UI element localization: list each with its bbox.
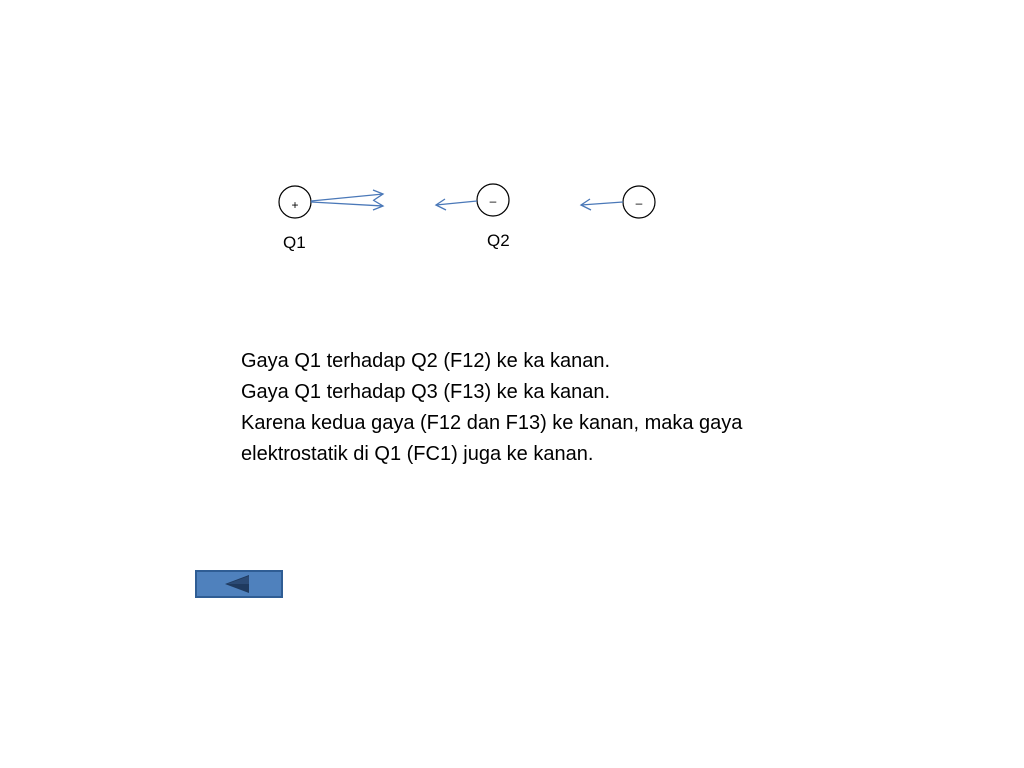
explanation-line-2: Gaya Q1 terhadap Q3 (F13) ke ka kanan. <box>241 381 611 403</box>
charge-q3 <box>623 186 655 218</box>
charge-q1 <box>279 186 311 218</box>
force-arrow-f13 <box>311 200 383 210</box>
charge-q2 <box>477 184 509 216</box>
charge-q2-sign: – <box>489 194 497 208</box>
force-arrow-q3 <box>581 199 623 210</box>
charge-q1-sign: + <box>291 198 299 212</box>
explanation-text <box>241 346 841 470</box>
force-arrow-f12 <box>311 190 383 201</box>
charge-label-q1: Q1 <box>283 233 306 252</box>
triangle-left-icon <box>197 572 281 596</box>
charge-label-q2: Q2 <box>487 231 510 250</box>
explanation-line-4: elektrostatik di Q1 (FC1) juga ke kanan. <box>241 443 594 465</box>
explanation-line-1: Gaya Q1 terhadap Q2 (F12) ke ka kanan. <box>241 350 611 372</box>
force-arrow-q2 <box>436 199 477 210</box>
back-button[interactable] <box>195 570 283 598</box>
charge-q3-sign: – <box>635 196 643 210</box>
explanation-line-3: Karena kedua gaya (F12 dan F13) ke kanan, maka gaya <box>241 412 743 434</box>
